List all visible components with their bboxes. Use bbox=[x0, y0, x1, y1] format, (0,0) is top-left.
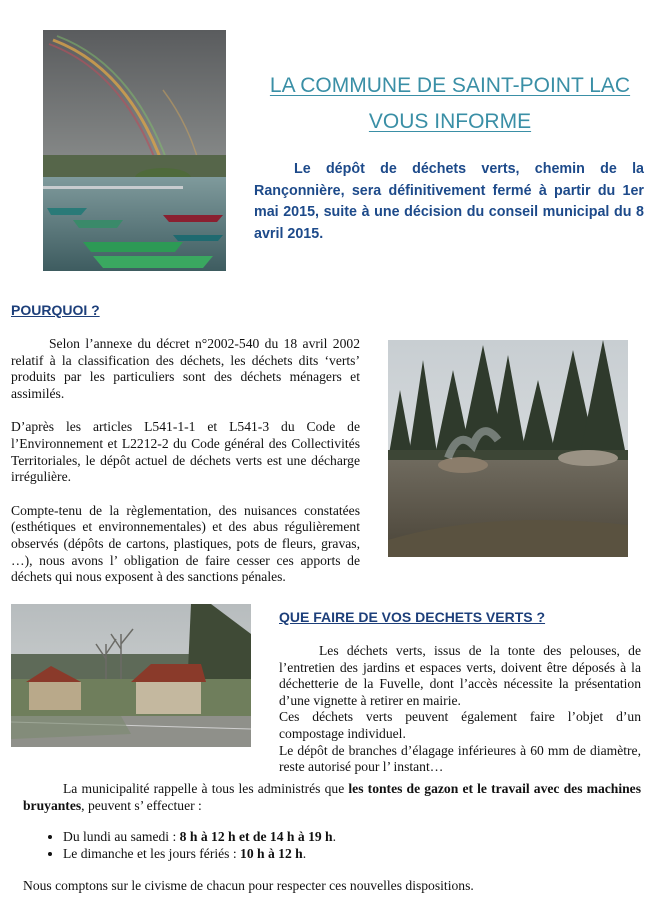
pourquoi-paragraph-2: D’après les articles L541-1-1 et L541-3 du Code de l’Environnement et L2212-2 du Code général des Collectivités Territoriales, le dépôt actuel de déchets verts est une décharge irrégulière. bbox=[11, 419, 360, 485]
pourquoi-paragraph-3: Compte-tenu de la règlementation, des nuisances constatées (esthétiques et environnementales) et des abus régulièrement observés (dépôts de cartons, plastiques, pots de fleurs, gravas, …), nous avons l’ obligation de faire cesser ces apports de déchets qui nous exposent à des sanctions pénales. bbox=[11, 502, 360, 585]
rappel-bold: les tontes de gazon et le travail avec des machines bruyantes bbox=[23, 781, 642, 813]
que-faire-paragraph-1: Les déchets verts, issus de la tonte des pelouses, de l’entretien des jardins et espaces verts, doivent être déposés à la déchetterie de la Fuvelle, dont l’accès nécessite la présentation d’une vignette à retirer en mairie. bbox=[279, 643, 641, 708]
lake-rainbow-photo bbox=[43, 30, 226, 271]
closing-sentence: Nous comptons sur le civisme de chacun pour respecter ces nouvelles dispositions. bbox=[23, 878, 474, 893]
dechetterie-photo bbox=[11, 604, 251, 747]
schedule-list bbox=[23, 829, 641, 862]
rappel-paragraph bbox=[23, 781, 641, 814]
page-title bbox=[250, 68, 650, 140]
schedule-label: Du lundi au samedi : bbox=[63, 829, 180, 844]
que-faire-body bbox=[279, 643, 641, 776]
closure-announcement: Le dépôt de déchets verts, chemin de la Rançonnière, sera définitivement fermé à partir du 1er mai 2015, suite à une décision du conseil municipal du 8 avril 2015. bbox=[254, 161, 644, 242]
schedule-hours: 10 h à 12 h bbox=[240, 845, 303, 861]
schedule-end: . bbox=[332, 829, 337, 844]
forest-clearing-photo bbox=[388, 340, 628, 557]
que-faire-heading: QUE FAIRE DE VOS DECHETS VERTS ? bbox=[279, 609, 546, 625]
schedule-item-weekdays bbox=[63, 829, 641, 846]
title-line-2: VOUS INFORME bbox=[368, 110, 532, 133]
schedule-end: . bbox=[302, 845, 307, 861]
que-faire-paragraph-3: Le dépôt de branches d’élagage inférieures à 60 mm de diamètre, reste autorisé pour l’ instant… bbox=[279, 742, 641, 775]
lake-rainbow-image bbox=[43, 30, 226, 271]
que-faire-paragraph-2: Ces déchets verts peuvent également faire l’objet d’un compostage individuel. bbox=[279, 709, 641, 741]
title-line-1: LA COMMUNE DE SAINT-POINT LAC bbox=[269, 74, 631, 97]
rappel-intro: La municipalité rappelle à tous les administrés que bbox=[63, 781, 349, 796]
pourquoi-body bbox=[11, 336, 360, 586]
pourquoi-heading: POURQUOI ? bbox=[11, 302, 100, 318]
schedule-item-sundays bbox=[63, 846, 641, 863]
schedule-label: Le dimanche et les jours fériés : bbox=[63, 845, 241, 861]
rappel-outro: , peuvent s’ effectuer : bbox=[81, 797, 202, 813]
forest-clearing-image bbox=[388, 340, 628, 557]
schedule-hours: 8 h à 12 h et de 14 h à 19 h bbox=[179, 829, 333, 844]
pourquoi-paragraph-1: Selon l’annexe du décret n°2002-540 du 18 avril 2002 relatif à la classification des déchets, les déchets dits ‘verts’ produits par les particuliers sont des déchets ménagers et assimilés. bbox=[11, 336, 360, 401]
dechetterie-image bbox=[11, 604, 251, 747]
